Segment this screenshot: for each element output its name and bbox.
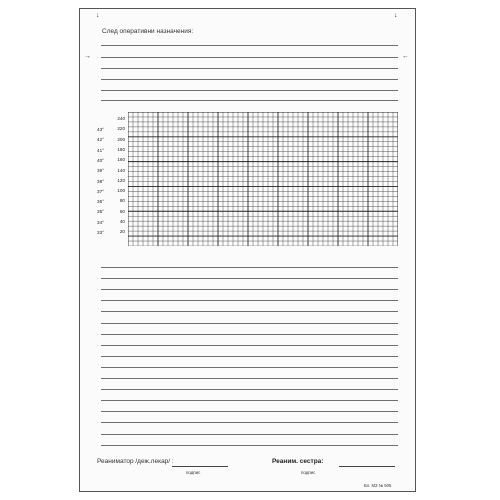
value-tick: 240 xyxy=(117,116,125,121)
writing-line[interactable] xyxy=(101,57,398,58)
nurse-sub: подпис xyxy=(301,470,316,475)
writing-line[interactable] xyxy=(101,90,398,91)
writing-line[interactable] xyxy=(101,278,398,279)
writing-line[interactable] xyxy=(101,79,398,80)
value-tick: 100 xyxy=(117,188,125,194)
writing-line[interactable] xyxy=(101,434,398,435)
writing-line[interactable] xyxy=(101,400,398,401)
writing-line[interactable] xyxy=(101,422,398,423)
writing-line[interactable] xyxy=(101,68,398,69)
temperature-tick: 38° xyxy=(97,178,104,184)
temperature-tick: 35° xyxy=(97,209,104,215)
writing-line[interactable] xyxy=(101,45,398,46)
temperature-tick: 39° xyxy=(97,168,104,174)
resuscitator-label: Реаниматор /деж.лекар/ : xyxy=(97,458,174,465)
nurse-signature-line[interactable] xyxy=(339,466,395,467)
resuscitator-sub: подпис xyxy=(186,470,201,475)
form-title: След оперативни назначения: xyxy=(102,28,194,35)
left-marker-icon: → xyxy=(84,53,91,60)
value-tick: 140 xyxy=(117,167,125,173)
value-tick: 160 xyxy=(117,157,125,163)
value-tick: 120 xyxy=(117,177,125,183)
chart-grid xyxy=(128,112,398,246)
writing-line[interactable] xyxy=(101,100,398,101)
writing-line[interactable] xyxy=(101,367,398,368)
value-tick: 180 xyxy=(117,146,125,152)
temperature-tick: 41° xyxy=(97,147,104,153)
value-tick: 80 xyxy=(119,198,125,204)
writing-line[interactable] xyxy=(101,334,398,335)
right-marker-icon: ← xyxy=(402,53,409,60)
top-left-marker-icon: ↓ xyxy=(96,12,100,19)
writing-line[interactable] xyxy=(101,300,398,301)
temperature-tick: 40° xyxy=(97,157,104,163)
temperature-tick: 43° xyxy=(97,127,104,132)
temperature-tick: 33° xyxy=(97,230,104,235)
footer-code: Бл. МЗ № 505 xyxy=(364,483,392,488)
value-tick: 40 xyxy=(119,219,125,224)
value-tick: 60 xyxy=(119,208,125,214)
nurse-label: Реаним. сестра: xyxy=(272,458,324,465)
writing-line[interactable] xyxy=(101,389,398,390)
writing-line[interactable] xyxy=(101,345,398,346)
form-sheet xyxy=(79,8,416,492)
temperature-tick: 36° xyxy=(97,199,104,205)
temperature-tick: 37° xyxy=(97,188,104,194)
value-tick: 220 xyxy=(117,126,125,132)
writing-line[interactable] xyxy=(101,311,398,312)
temperature-tick: 42° xyxy=(97,137,104,143)
writing-line[interactable] xyxy=(101,289,398,290)
resuscitator-signature-line[interactable] xyxy=(172,466,228,467)
value-tick: 20 xyxy=(119,229,125,235)
writing-line[interactable] xyxy=(101,356,398,357)
writing-line[interactable] xyxy=(101,445,398,446)
writing-line[interactable] xyxy=(101,267,398,268)
writing-line[interactable] xyxy=(101,323,398,324)
writing-line[interactable] xyxy=(101,411,398,412)
temperature-tick: 34° xyxy=(97,219,104,225)
value-tick: 200 xyxy=(117,136,125,142)
top-right-marker-icon: ↓ xyxy=(394,12,398,19)
writing-line[interactable] xyxy=(101,378,398,379)
